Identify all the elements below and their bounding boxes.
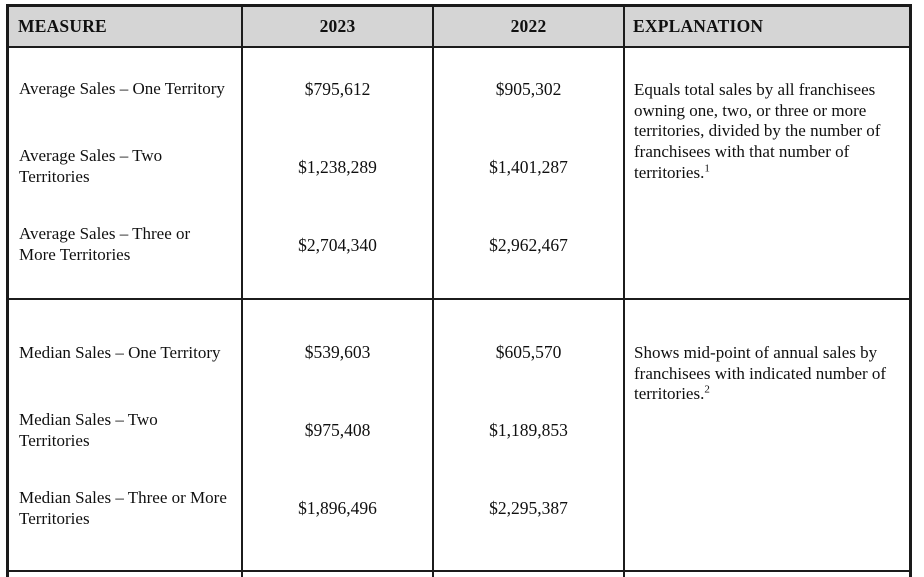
- value-2022: $2,962,467: [489, 234, 568, 255]
- measure-column: [9, 48, 243, 298]
- values-2022-column: [434, 48, 625, 298]
- measure-label: [9, 206, 241, 284]
- section-median-sales: [9, 300, 909, 572]
- value-2022: $905,302: [495, 78, 562, 99]
- stub-cell: [243, 572, 434, 577]
- value-2022: $605,570: [495, 342, 562, 363]
- footnote-marker: 2: [704, 383, 710, 396]
- explanation-cell: [625, 48, 909, 298]
- table-header-row: [9, 7, 909, 48]
- measure-label: [9, 314, 241, 392]
- value-2022: $1,401,287: [489, 156, 568, 177]
- values-2023-column: [243, 48, 434, 298]
- values-2022-column: [434, 300, 625, 570]
- measure-label: [9, 470, 241, 548]
- measure-label: [9, 128, 241, 206]
- table-continuation-stub: [9, 572, 909, 577]
- measure-text: Median Sales – Two Territories: [19, 410, 158, 450]
- header-2023: 2023: [243, 7, 434, 46]
- explanation-cell: [625, 300, 909, 570]
- section-average-sales: [9, 48, 909, 300]
- measure-text: Average Sales – Two Territories: [19, 146, 163, 186]
- value-2023: $539,603: [304, 342, 371, 363]
- measure-text: Average Sales – Three or More Territories: [19, 224, 191, 264]
- measure-column: [9, 300, 243, 570]
- value-2023: $1,896,496: [298, 498, 377, 519]
- explanation-paragraph: [634, 48, 896, 184]
- header-explanation: EXPLANATION: [633, 16, 764, 36]
- measure-text: Average Sales – One Territory: [19, 78, 225, 98]
- value-2022: $1,189,853: [489, 420, 568, 441]
- financial-performance-table: [6, 4, 912, 577]
- value-2023: $1,238,289: [298, 156, 377, 177]
- value-2022: $2,295,387: [489, 498, 568, 519]
- header-measure: MEASURE: [9, 7, 243, 46]
- explanation-text: Shows mid-point of annual sales by franchisees with indicated number of territories.: [634, 343, 887, 404]
- value-2023: $795,612: [304, 78, 371, 99]
- measure-label: [9, 50, 241, 128]
- measure-text: Median Sales – One Territory: [19, 342, 221, 362]
- value-2023: $2,704,340: [298, 234, 377, 255]
- stub-cell: [9, 572, 243, 577]
- values-2023-column: [243, 300, 434, 570]
- value-2023: $975,408: [304, 420, 371, 441]
- measure-text: Median Sales – Three or More Territories: [19, 487, 227, 528]
- footnote-marker: 1: [704, 162, 710, 175]
- explanation-paragraph: [634, 300, 896, 405]
- measure-label: [9, 392, 241, 470]
- stub-cell: [434, 572, 625, 577]
- stub-cell: [625, 572, 909, 577]
- header-2022: 2022: [434, 7, 625, 46]
- explanation-text: Equals total sales by all franchisees owning one, two, or three or more territories, divided by the number of franchisees with that number of territories.: [634, 80, 881, 182]
